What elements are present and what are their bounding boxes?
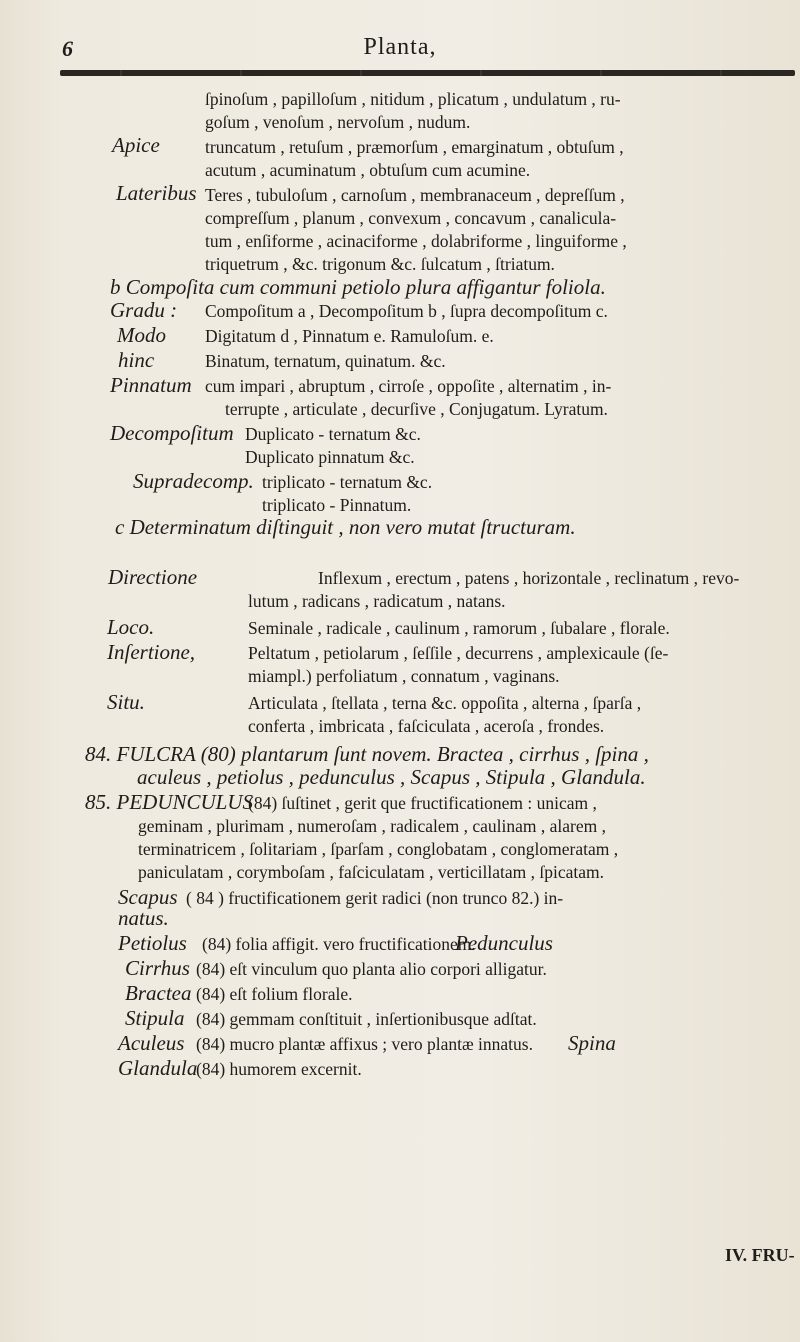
- text-line: (84) mucro plantæ affixus ; vero plantæ innatus.: [196, 1034, 533, 1054]
- margin-label: Pedunculus: [455, 931, 553, 955]
- margin-label: Directione: [108, 565, 198, 589]
- text-line: geminam , plurimam , numeroſam , radicalem , caulinam , alarem ,: [138, 816, 606, 836]
- text-line: (84) eſt vinculum quo planta alio corpori alligatur.: [196, 959, 547, 979]
- margin-label: Bractea: [125, 981, 192, 1005]
- text-line: Digitatum d , Pinnatum e. Ramuloſum. e.: [205, 326, 494, 346]
- text-line: miampl.) perfoliatum , connatum , vaginans.: [248, 666, 560, 686]
- text-line: Duplicato - ternatum &c.: [245, 424, 421, 444]
- text-line: (84) eſt folium florale.: [196, 984, 353, 1004]
- text-line: Duplicato pinnatum &c.: [245, 447, 415, 467]
- margin-label: Gradu :: [110, 298, 178, 322]
- text-line: (84) ſuſtinet , gerit que fructificationem : unicam ,: [248, 793, 597, 813]
- running-header: Planta,: [363, 34, 437, 60]
- text-line: (84) humorem excernit.: [196, 1059, 362, 1079]
- margin-label: hinc: [118, 348, 155, 372]
- text-line: Inflexum , erectum , patens , horizontale , reclinatum , revo-: [318, 568, 740, 588]
- text-line: Teres , tubuloſum , carnoſum , membranaceum , depreſſum ,: [205, 185, 625, 205]
- text-line: Compoſitum a , Decompoſitum b , ſupra decompoſitum c.: [205, 301, 608, 321]
- margin-label: c Determinatum diſtinguit , non vero mutat ſtructuram.: [115, 515, 576, 539]
- text-line: tum , enſiforme , acinaciforme , dolabriforme , linguiforme ,: [205, 231, 627, 251]
- text-line: cum impari , abruptum , cirroſe , oppoſite , alternatim , in-: [205, 376, 612, 396]
- page-number: 6: [62, 36, 73, 61]
- text-line: terrupte , articulate , decurſive , Conjugatum. Lyratum.: [225, 399, 608, 419]
- text-line: truncatum , retuſum , præmorſum , emarginatum , obtuſum ,: [205, 137, 624, 157]
- margin-label: Supradecomp.: [133, 469, 254, 493]
- margin-label: natus.: [118, 906, 169, 930]
- text-line: ( 84 ) fructificationem gerit radici (non trunco 82.) in-: [186, 888, 564, 908]
- text-line: compreſſum , planum , convexum , concavum , canalicula-: [205, 208, 617, 228]
- text-line: goſum , venoſum , nervoſum , nudum.: [205, 112, 471, 132]
- header-rule: [60, 70, 795, 76]
- text-line: triplicato - Pinnatum.: [262, 495, 412, 515]
- text-line: terminatricem , ſolitariam , ſparſam , conglobatam , conglomeratam ,: [138, 839, 619, 859]
- margin-label: Inſertione,: [107, 640, 196, 664]
- margin-label: Apice: [112, 133, 160, 157]
- text-line: Peltatum , petiolarum , ſeſſile , decurrens , amplexicaule (ſe-: [248, 643, 669, 663]
- text-line: conferta , imbricata , faſciculata , aceroſa , frondes.: [248, 716, 605, 736]
- margin-label: Situ.: [107, 690, 145, 714]
- margin-label: Decompoſitum: [110, 421, 234, 445]
- catchword: IV. FRU-: [725, 1245, 795, 1265]
- text-line: Binatum, ternatum, quinatum. &c.: [205, 351, 446, 371]
- margin-label: Petiolus: [118, 931, 187, 955]
- text-line: Seminale , radicale , caulinum , ramorum , ſubalare , florale.: [248, 618, 670, 638]
- margin-label: Scapus: [118, 885, 178, 909]
- margin-label: Stipula: [125, 1006, 185, 1030]
- text-line: triplicato - ternatum &c.: [262, 472, 433, 492]
- text-line: acutum , acuminatum , obtuſum cum acumine.: [205, 160, 531, 180]
- margin-label: 85. PEDUNCULUS: [85, 790, 254, 814]
- margin-label: Pinnatum: [110, 373, 192, 397]
- margin-label: Lateribus: [116, 181, 197, 205]
- text-line: Articulata , ſtellata , terna &c. oppoſita , alterna , ſparſa ,: [248, 693, 642, 713]
- margin-label: Loco.: [107, 615, 155, 639]
- margin-label: aculeus , petiolus , pedunculus , Scapus , Stipula , Glandula.: [137, 765, 646, 789]
- margin-label: Aculeus: [118, 1031, 185, 1055]
- margin-label: Modo: [117, 323, 166, 347]
- margin-label: Cirrhus: [125, 956, 190, 980]
- text-line: (84) folia affigit. vero fructificationem.: [202, 934, 476, 954]
- text-line: lutum , radicans , radicatum , natans.: [248, 591, 506, 611]
- margin-label: b Compoſita cum communi petiolo plura affigantur foliola.: [110, 275, 606, 299]
- text-line: paniculatam , corymboſam , faſciculatam , verticillatam , ſpicatam.: [138, 862, 604, 882]
- text-line: triquetrum , &c. trigonum &c. ſulcatum , ſtriatum.: [205, 254, 555, 274]
- margin-label: 84. FULCRA (80) plantarum ſunt novem. Bractea , cirrhus , ſpina ,: [85, 742, 649, 766]
- margin-label: Spina: [568, 1031, 616, 1055]
- margin-label: Glandula: [118, 1056, 198, 1080]
- text-line: ſpinoſum , papilloſum , nitidum , plicatum , undulatum , ru-: [205, 89, 621, 109]
- text-line: (84) gemmam conſtituit , inſertionibusque adſtat.: [196, 1009, 537, 1029]
